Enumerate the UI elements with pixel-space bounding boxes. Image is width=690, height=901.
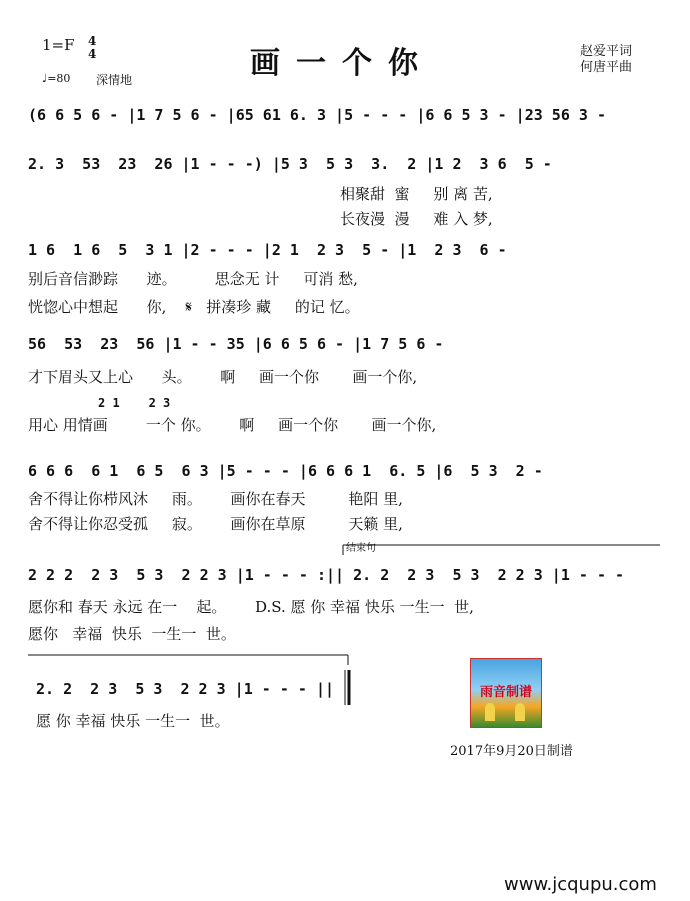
lyricist-credit: 赵爱平词 <box>580 44 633 59</box>
notes-row-1: (6 6 5 6 - |1 7 5 6 - |65 61 6. 3 |5 - - - |6 6 5 3 - |23 56 3 - <box>28 106 606 124</box>
time-signature-bottom: 4 <box>88 47 97 61</box>
notes-row-5: 6 6 6 6 1 6 5 6 3 |5 - - - |6 6 6 1 6. 5 |6 5 3 2 - <box>28 462 543 480</box>
lyrics-row-4-verse-1: 才下眉头又上心 头。 啊 画一个你 画一个你, <box>28 368 418 386</box>
logo-figure-left <box>485 703 495 721</box>
lyrics-row-5-verse-2: 舍不得让你忍受孤 寂。 画你在草原 天籁 里, <box>28 515 403 533</box>
alternate-notes-line: 2 1 2 3 <box>98 396 171 410</box>
expression-marking: 深情地 <box>96 73 133 87</box>
site-watermark[interactable]: www.jcqupu.com <box>504 874 657 895</box>
publisher-logo <box>470 658 542 728</box>
lyrics-row-2-verse-2: 长夜漫 漫 难 入 梦, <box>340 210 493 228</box>
lyrics-row-6-verse-1: 愿你和 春天 永远 在一 起。 D.S. 愿 你 幸福 快乐 一生一 世, <box>28 598 474 616</box>
logo-text: 雨音制谱 <box>479 685 532 700</box>
time-signature-top: 4 <box>88 34 97 48</box>
tempo-marking: ♩=80 <box>42 72 71 85</box>
notes-row-7: 2. 2 2 3 5 3 2 2 3 |1 - - - || <box>36 680 335 698</box>
logo-figure-right <box>515 703 525 721</box>
lyrics-row-4-verse-2: 用心 用情画 一个 你。 啊 画一个你 画一个你, <box>28 416 437 434</box>
lyrics-row-7: 愿 你 幸福 快乐 一生一 世。 <box>36 712 230 730</box>
key-signature: 1=F <box>42 36 75 54</box>
notes-row-6: 2 2 2 2 3 5 3 2 2 3 |1 - - - :|| 2. 2 2 3 5 3 2 2 3 |1 - - - <box>28 566 625 584</box>
lyrics-row-3-verse-1: 别后音信渺踪 迹。 思念无 计 可消 愁, <box>28 270 358 288</box>
lyrics-row-3-verse-2: 恍惚心中想起 你, 𝄋 拼凑珍 藏 的记 忆。 <box>28 298 360 316</box>
song-title: 画一个你 <box>250 46 434 81</box>
notes-row-3: 1 6 1 6 5 3 1 |2 - - - |2 1 2 3 5 - |1 2 3 6 - <box>28 241 507 259</box>
lyrics-row-6-verse-2: 愿你 幸福 快乐 一生一 世。 <box>28 625 236 643</box>
publish-date: 2017年9月20日制谱 <box>450 744 573 759</box>
ending-label: 结束句 <box>346 543 376 554</box>
composer-credit: 何唐平曲 <box>580 60 633 75</box>
notes-row-4: 56 53 23 56 |1 - - 35 |6 6 5 6 - |1 7 5 6 - <box>28 335 444 353</box>
notes-row-2: 2. 3 53 23 26 |1 - - -) |5 3 5 3 3. 2 |1 2 3 6 5 - <box>28 155 552 173</box>
lyrics-row-2-verse-1: 相聚甜 蜜 别 离 苦, <box>340 185 493 203</box>
lyrics-row-5-verse-1: 舍不得让你栉风沐 雨。 画你在春天 艳阳 里, <box>28 490 403 508</box>
